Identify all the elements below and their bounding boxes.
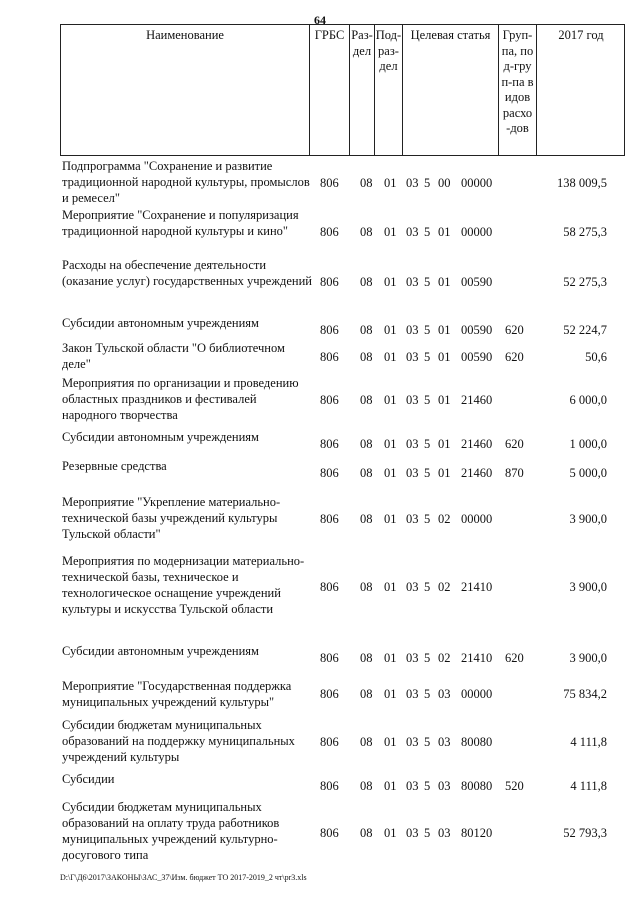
cell-c3: 02	[438, 651, 451, 665]
cell-c4: 00590	[461, 350, 493, 364]
cell-grbs: 806	[320, 275, 339, 289]
cell-pr: 01	[384, 437, 397, 451]
cell-c2: 5	[424, 826, 431, 840]
cell-c4: 00000	[461, 687, 493, 701]
cell-sum: 5 000,0	[569, 466, 607, 480]
cell-rz: 08	[360, 687, 373, 701]
header-podrazdel: Под-раз-дел	[374, 24, 402, 156]
row-name: Мероприятие "Государственная поддержка муниципальных учреждений культуры"	[62, 679, 292, 709]
cell-c4: 80120	[461, 826, 493, 840]
cell-c4: 21410	[461, 651, 493, 665]
header-year: 2017 год	[536, 24, 625, 156]
cell-c3: 02	[438, 580, 451, 594]
cell-c2: 5	[424, 350, 431, 364]
cell-sum: 138 009,5	[557, 176, 607, 190]
row-name: Субсидии бюджетам муниципальных образований на поддержку муниципальных учреждений культуры	[62, 718, 295, 764]
cell-c4: 21460	[461, 393, 493, 407]
cell-c2: 5	[424, 225, 431, 239]
row-name: Расходы на обеспечение деятельности (оказание услуг) государственных учреждений	[62, 258, 312, 288]
row-name: Мероприятия по организации и проведению областных праздников и фестивалей народного творчества	[62, 376, 299, 422]
cell-pr: 01	[384, 651, 397, 665]
cell-c3: 02	[438, 512, 451, 526]
cell-c2: 5	[424, 687, 431, 701]
cell-pr: 01	[384, 735, 397, 749]
cell-rz: 08	[360, 735, 373, 749]
cell-grbs: 806	[320, 350, 339, 364]
row-name: Резервные средства	[62, 459, 167, 473]
cell-c1: 03	[406, 826, 419, 840]
cell-c3: 03	[438, 687, 451, 701]
cell-rz: 08	[360, 225, 373, 239]
cell-c1: 03	[406, 350, 419, 364]
cell-c1: 03	[406, 437, 419, 451]
cell-grbs: 806	[320, 437, 339, 451]
cell-grbs: 806	[320, 779, 339, 793]
cell-sum: 3 900,0	[569, 580, 607, 594]
cell-c3: 01	[438, 393, 451, 407]
cell-c1: 03	[406, 275, 419, 289]
cell-c2: 5	[424, 651, 431, 665]
cell-pr: 01	[384, 466, 397, 480]
cell-c2: 5	[424, 580, 431, 594]
cell-c2: 5	[424, 735, 431, 749]
cell-grbs: 806	[320, 466, 339, 480]
cell-c3: 03	[438, 735, 451, 749]
cell-sum: 58 275,3	[563, 225, 607, 239]
cell-grbs: 806	[320, 225, 339, 239]
cell-c2: 5	[424, 176, 431, 190]
cell-sum: 6 000,0	[569, 393, 607, 407]
cell-c2: 5	[424, 779, 431, 793]
cell-grbs: 806	[320, 580, 339, 594]
cell-vr: 870	[505, 466, 524, 480]
row-name: Субсидии автономным учреждениям	[62, 316, 259, 330]
cell-c2: 5	[424, 437, 431, 451]
cell-grbs: 806	[320, 826, 339, 840]
cell-c2: 5	[424, 466, 431, 480]
table-header	[60, 24, 625, 156]
cell-c1: 03	[406, 651, 419, 665]
cell-c1: 03	[406, 580, 419, 594]
cell-c4: 00000	[461, 225, 493, 239]
cell-rz: 08	[360, 176, 373, 190]
row-name: Закон Тульской области "О библиотечном деле"	[62, 341, 285, 371]
cell-rz: 08	[360, 393, 373, 407]
cell-grbs: 806	[320, 393, 339, 407]
cell-pr: 01	[384, 393, 397, 407]
cell-c1: 03	[406, 393, 419, 407]
cell-sum: 52 224,7	[563, 323, 607, 337]
cell-pr: 01	[384, 225, 397, 239]
cell-c1: 03	[406, 687, 419, 701]
header-gruppa: Груп-па, под-груп-па видов расхо-дов	[498, 24, 536, 156]
cell-sum: 3 900,0	[569, 651, 607, 665]
row-name: Подпрограмма "Сохранение и развитие традиционной народной культуры, промыслов и ремесел"	[62, 159, 310, 205]
row-name: Мероприятие "Сохранение и популяризация традиционной народной культуры и кино"	[62, 208, 299, 238]
cell-c4: 80080	[461, 779, 493, 793]
cell-vr: 520	[505, 779, 524, 793]
cell-sum: 50,6	[585, 350, 607, 364]
cell-c4: 00590	[461, 323, 493, 337]
cell-c3: 01	[438, 225, 451, 239]
cell-c3: 01	[438, 437, 451, 451]
cell-pr: 01	[384, 687, 397, 701]
cell-sum: 52 275,3	[563, 275, 607, 289]
cell-vr: 620	[505, 323, 524, 337]
cell-c2: 5	[424, 275, 431, 289]
cell-c3: 01	[438, 350, 451, 364]
row-name: Субсидии бюджетам муниципальных образований на оплату труда работников муниципальных учреждений культурно-досугового типа	[62, 800, 280, 862]
cell-rz: 08	[360, 580, 373, 594]
row-name: Мероприятие "Укрепление материально-технической базы учреждений культуры Тульской области"	[62, 495, 281, 541]
cell-pr: 01	[384, 350, 397, 364]
cell-grbs: 806	[320, 176, 339, 190]
cell-grbs: 806	[320, 735, 339, 749]
cell-pr: 01	[384, 512, 397, 526]
cell-sum: 4 111,8	[570, 735, 607, 749]
cell-c2: 5	[424, 323, 431, 337]
cell-c3: 01	[438, 275, 451, 289]
cell-c3: 03	[438, 826, 451, 840]
cell-sum: 52 793,3	[563, 826, 607, 840]
cell-c3: 03	[438, 779, 451, 793]
cell-c3: 01	[438, 466, 451, 480]
cell-rz: 08	[360, 275, 373, 289]
cell-c1: 03	[406, 225, 419, 239]
row-name: Мероприятия по модернизации материально-технической базы, техническое и технологическое оснащение учреждений культуры и искусства Тульской области	[62, 554, 305, 616]
cell-c1: 03	[406, 466, 419, 480]
header-razdel: Раз-дел	[349, 24, 374, 156]
page-number: 64	[314, 13, 326, 27]
cell-grbs: 806	[320, 512, 339, 526]
cell-pr: 01	[384, 323, 397, 337]
cell-pr: 01	[384, 826, 397, 840]
cell-rz: 08	[360, 512, 373, 526]
cell-sum: 1 000,0	[569, 437, 607, 451]
cell-rz: 08	[360, 779, 373, 793]
cell-vr: 620	[505, 651, 524, 665]
row-name: Субсидии автономным учреждениям	[62, 430, 259, 444]
cell-sum: 75 834,2	[563, 687, 607, 701]
cell-c1: 03	[406, 512, 419, 526]
cell-vr: 620	[505, 350, 524, 364]
cell-c3: 01	[438, 323, 451, 337]
cell-c3: 00	[438, 176, 451, 190]
cell-c1: 03	[406, 323, 419, 337]
cell-c4: 21460	[461, 437, 493, 451]
cell-sum: 3 900,0	[569, 512, 607, 526]
cell-c1: 03	[406, 176, 419, 190]
header-celevaya: Целевая статья	[402, 24, 498, 156]
cell-pr: 01	[384, 580, 397, 594]
cell-c4: 21460	[461, 466, 493, 480]
cell-c4: 00590	[461, 275, 493, 289]
cell-grbs: 806	[320, 323, 339, 337]
cell-pr: 01	[384, 779, 397, 793]
cell-rz: 08	[360, 826, 373, 840]
header-grbs: ГРБС	[309, 24, 349, 156]
header-name: Наименование	[60, 24, 309, 156]
cell-c4: 80080	[461, 735, 493, 749]
cell-grbs: 806	[320, 687, 339, 701]
cell-c2: 5	[424, 512, 431, 526]
cell-c1: 03	[406, 779, 419, 793]
cell-rz: 08	[360, 437, 373, 451]
cell-c2: 5	[424, 393, 431, 407]
cell-rz: 08	[360, 466, 373, 480]
cell-rz: 08	[360, 651, 373, 665]
cell-grbs: 806	[320, 651, 339, 665]
row-name: Субсидии автономным учреждениям	[62, 644, 259, 658]
cell-vr: 620	[505, 437, 524, 451]
cell-c4: 21410	[461, 580, 493, 594]
cell-rz: 08	[360, 350, 373, 364]
cell-rz: 08	[360, 323, 373, 337]
row-name: Субсидии	[62, 772, 115, 786]
cell-pr: 01	[384, 176, 397, 190]
cell-c1: 03	[406, 735, 419, 749]
cell-c4: 00000	[461, 176, 493, 190]
cell-c4: 00000	[461, 512, 493, 526]
cell-pr: 01	[384, 275, 397, 289]
file-path-footer: D:\Г\Д6\2017\ЗАКОНЫ\ЗАС_37\Изм. бюджет ТО 2017-2019_2 чт\рr3.xls	[60, 873, 307, 882]
cell-sum: 4 111,8	[570, 779, 607, 793]
